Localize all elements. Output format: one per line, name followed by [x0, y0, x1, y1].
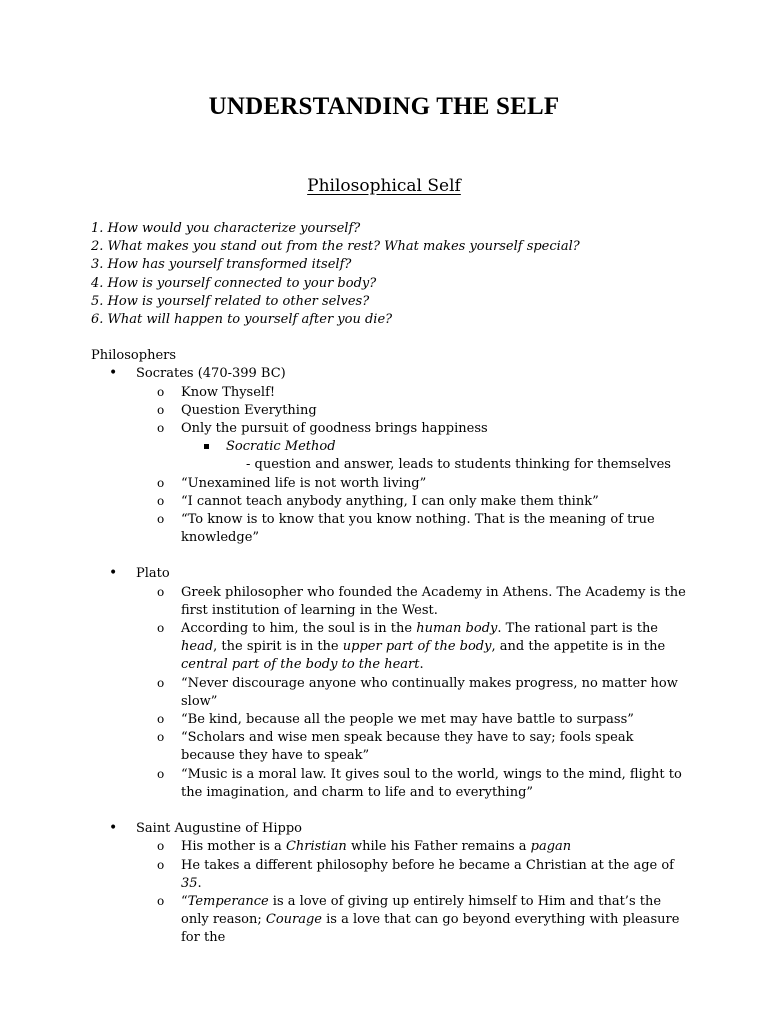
- philosopher-name: Socrates (470-399 BC): [136, 366, 286, 382]
- list-item: [91, 438, 691, 456]
- quote-text: “Unexamined life is not worth living”: [181, 475, 427, 491]
- circle-bullet-icon: o: [157, 384, 165, 399]
- list-item: [91, 475, 691, 493]
- bullet-icon: •: [109, 820, 118, 837]
- question-item: 5. How is yourself related to other selves?: [91, 293, 370, 309]
- question-item: 4. How is yourself connected to your body?: [91, 275, 377, 291]
- list-item: [91, 493, 691, 511]
- quote-text: “Temperance is a love of giving up entirely himself to Him and that’s the only reason; Courage is a love that can go beyond everything with pleasure for the: [181, 893, 680, 946]
- document-body: [91, 220, 691, 948]
- quote-text: “Never discourage anyone who continually makes progress, no matter how slow”: [181, 675, 678, 709]
- philosopher-augustine: [91, 820, 691, 838]
- circle-bullet-icon: o: [157, 730, 165, 745]
- list-item-text: According to him, the soul is in the human body. The rational part is the head, the spirit is in the upper part of the body, and the appetite is in the central part of the body to the heart.: [181, 621, 666, 673]
- circle-bullet-icon: o: [157, 584, 165, 599]
- quote-text: “Music is a moral law. It gives soul to the world, wings to the mind, flight to the imagination, and charm to life and to everything”: [181, 766, 682, 800]
- circle-bullet-icon: o: [157, 621, 165, 636]
- question-item: 3. How has yourself transformed itself?: [91, 257, 352, 273]
- square-bullet-icon: [204, 444, 209, 449]
- list-item: [91, 675, 691, 711]
- circle-bullet-icon: o: [157, 512, 165, 527]
- circle-bullet-icon: o: [157, 712, 165, 727]
- quote-text: “To know is to know that you know nothing. That is the meaning of true knowledge”: [181, 512, 655, 546]
- philosopher-name: Plato: [136, 566, 170, 582]
- document-title: UNDERSTANDING THE SELF: [208, 93, 560, 120]
- list-item-text: Socratic Method: [226, 439, 336, 455]
- list-item-text: Question Everything: [181, 402, 317, 418]
- circle-bullet-icon: o: [157, 839, 165, 854]
- question-list: [91, 220, 691, 329]
- list-item: [91, 893, 691, 948]
- list-item: [91, 384, 691, 402]
- list-item: [91, 511, 691, 547]
- bullet-icon: •: [109, 565, 118, 582]
- list-item: [91, 620, 691, 675]
- list-item: [91, 729, 691, 765]
- document-subtitle: Philosophical Self: [307, 176, 461, 196]
- quote-text: “Scholars and wise men speak because they have to say; fools speak because they have to speak”: [181, 730, 634, 764]
- list-item-text: Know Thyself!: [181, 384, 276, 400]
- list-item: [91, 420, 691, 438]
- bullet-icon: •: [109, 365, 118, 382]
- circle-bullet-icon: o: [157, 421, 165, 436]
- circle-bullet-icon: o: [157, 766, 165, 781]
- section-heading: Philosophers: [91, 348, 177, 364]
- list-item: [91, 402, 691, 420]
- circle-bullet-icon: o: [157, 857, 165, 872]
- question-item: 2. What makes you stand out from the rest? What makes yourself special?: [91, 239, 580, 255]
- list-item: [91, 857, 691, 893]
- list-item-text: Only the pursuit of goodness brings happiness: [181, 421, 488, 437]
- philosopher-plato: [91, 565, 691, 583]
- list-item-text: He takes a different philosophy before he became a Christian at the age of 35.: [181, 857, 674, 891]
- quote-text: “Be kind, because all the people we met may have battle to surpass”: [181, 712, 634, 728]
- list-item: [91, 711, 691, 729]
- method-description: - question and answer, leads to students thinking for themselves: [246, 457, 671, 473]
- circle-bullet-icon: o: [157, 402, 165, 417]
- list-item-text: Greek philosopher who founded the Academy in Athens. The Academy is the first institution of learning in the West.: [181, 584, 686, 618]
- list-item: [91, 766, 691, 802]
- circle-bullet-icon: o: [157, 893, 165, 908]
- list-item-text: His mother is a Christian while his Father remains a pagan: [181, 839, 572, 855]
- list-item: [91, 584, 691, 620]
- list-item: [91, 838, 691, 856]
- question-item: 6. What will happen to yourself after you die?: [91, 312, 393, 328]
- circle-bullet-icon: o: [157, 675, 165, 690]
- circle-bullet-icon: o: [157, 493, 165, 508]
- circle-bullet-icon: o: [157, 475, 165, 490]
- question-item: 1. How would you characterize yourself?: [91, 221, 361, 236]
- philosopher-name: Saint Augustine of Hippo: [136, 821, 302, 837]
- quote-text: “I cannot teach anybody anything, I can only make them think”: [181, 493, 599, 509]
- philosopher-socrates: [91, 365, 691, 383]
